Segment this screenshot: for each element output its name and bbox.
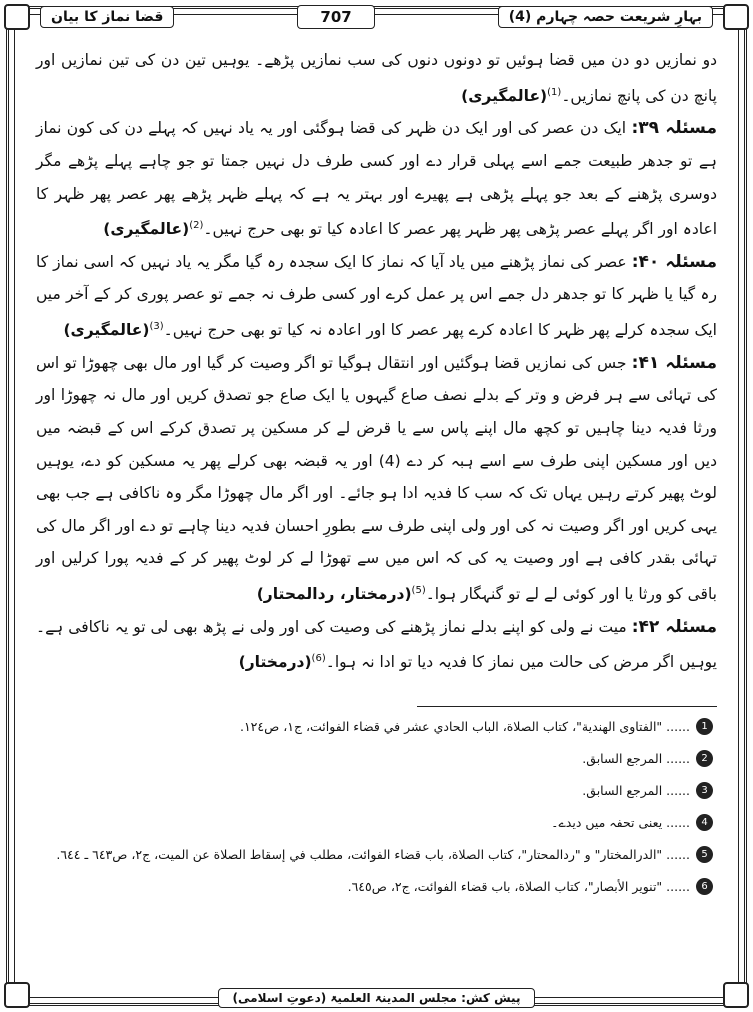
corner-ornament-icon [4, 4, 30, 30]
paragraph [36, 44, 717, 112]
paragraph-text: میت نے ولی کو اپنے بدلے نماز پڑھنے کی وصیت کی اور ولی نے پڑھ بھی لی تو یہ ناکافی ہے۔ یوہیں اگر مرض کی حالت میں نماز کا فدیہ دیا تو ادا نہ ہوا۔ [36, 617, 717, 672]
footnote [40, 876, 713, 898]
footnote-marker[interactable]: (1) [547, 86, 562, 98]
page-header [40, 4, 713, 30]
masala-heading: مسئلہ ۳۹: [631, 118, 717, 139]
footnote [40, 780, 713, 802]
footnote-number-icon: 3 [696, 782, 713, 799]
footnote-text: ...... "الدرالمختار" و "ردالمحتار"، كتاب الصلاة، باب قضاء الفوائت، مطلب في إسقاط الصلاة عن الميت، ج٢، ص٦٤٣ ـ ٦٤٤. [56, 847, 690, 862]
footnote-number-icon: 2 [696, 750, 713, 767]
masala-heading: مسئلہ ۴۲: [631, 616, 717, 637]
reference: (عالمگیری) [461, 86, 548, 105]
book-title: بہارِ شریعت حصہ چہارم (4) [498, 6, 713, 28]
footnote-marker[interactable]: (3) [149, 321, 164, 333]
footnote-number-icon: 5 [696, 846, 713, 863]
footnote-divider [417, 706, 717, 707]
footnote [40, 716, 713, 738]
footnote-text: ...... "الفتاوی الهندية"، كتاب الصلاة، الباب الحادي عشر في قضاء الفوائت، ج١، ص١٢٤. [239, 719, 690, 734]
reference: (عالمگیری) [63, 321, 150, 340]
footnote-marker[interactable]: (2) [189, 220, 204, 232]
footnote [40, 844, 713, 866]
footnotes [40, 716, 713, 908]
footnote-number-icon: 6 [696, 878, 713, 895]
page-footer [0, 988, 753, 1008]
paragraph-text: ایک دن عصر کی اور ایک دن ظہر کی قضا ہوگئی اور یہ یاد نہیں کہ پہلے دن کی کون نماز ہے تو جدھر طبیعت جمے اسے پہلی قرار دے اور کسی طرف دل نہیں جمتا تو جو چاہے پہلے پڑھے مگر دوسری پڑھنے کے بعد جو پہلے پڑھی ہے پھیرے اور بہتر یہ ہے کہ پہلے ظہر پڑھے پھر عصر پھر ظہر کا اعادہ اور اگر پہلے عصر پڑھی پھر ظہر پھر عصر کا اعادہ کیا تو بھی حرج نہیں۔ [36, 119, 717, 239]
masala-heading: مسئلہ ۴۱: [631, 352, 718, 373]
masala-paragraph [36, 112, 717, 246]
reference: (عالمگیری) [103, 220, 190, 239]
chapter-title: قضا نماز کا بیان [40, 6, 174, 28]
footnote-marker[interactable]: (5) [411, 584, 426, 596]
masala-paragraph [36, 246, 717, 347]
main-text [36, 44, 717, 679]
page-number: 707 [297, 5, 374, 29]
footnote-marker[interactable]: (6) [311, 653, 326, 665]
publisher-label: پیش کش: مجلس المدینۃ العلمیۃ (دعوتِ اسلامی) [218, 988, 536, 1008]
footnote-number-icon: 1 [696, 718, 713, 735]
footnote-text: ...... المرجع السابق. [582, 751, 690, 766]
paragraph-text: جس کی نمازیں قضا ہوگئیں اور انتقال ہوگیا تو اگر وصیت کر گیا اور مال بھی چھوڑا تو اس کی تہائی سے ہر فرض و وتر کے بدلے نصف صاع گیہوں یا ایک صاع جو تصدق کریں اور مال نہ چھوڑا اور ورثا فدیہ دینا چاہیں تو کچھ مال اپنے پاس سے یا قرض لے کر مسکین پر تصدق کرکے اس کے قبضہ میں دیں اور مسکین اپنی طرف سے اسے ہبہ کر دے (4) اور یہ قبضہ بھی کرلے پھر یہ مسکین کو دے، یوہیں لوٹ پھیر کرتے رہیں یہاں تک کہ سب کا فدیہ ادا ہو جائے۔ اور اگر مال چھوڑا مگر وہ ناکافی ہے جب بھی یہی کریں اور اگر وصیت نہ کی اور ولی اپنی طرف سے بطورِ احسان فدیہ دینا چاہے تو دے اور اگر مال کی تہائی بقدر کافی ہے اور وصیت یہ کی کہ اس میں سے تھوڑا لے کر لوٹ پھیر کر کے فدیہ پورا کرلیں اور باقی کو ورثا یا اور کوئی لے لے تو گنہگار ہوا۔ [36, 353, 717, 604]
footnote-number-icon: 4 [696, 814, 713, 831]
footnote-text: ...... یعنی تحفہ میں دیدے۔ [551, 815, 690, 830]
reference: (درمختار، ردالمحتار) [256, 585, 412, 604]
paragraph-text: دو نمازیں دو دن میں قضا ہوئیں تو دونوں دنوں کی سب نمازیں پڑھے۔ یوہیں تین دن کی تین نمازیں اور پانچ دن کی پانچ نمازیں۔ [36, 51, 717, 105]
masala-heading: مسئلہ ۴۰: [631, 251, 717, 272]
masala-paragraph [36, 347, 717, 611]
paragraph-text: عصر کی نماز پڑھنے میں یاد آیا کہ نماز کا ایک سجدہ رہ گیا مگر یہ یاد نہیں کہ اسی نماز کا رہ گیا یا ظہر کا تو جدھر دل جمے اس پر عمل کرے اور کسی طرف نہ جمے تو عصر پوری کر کے آخر میں ایک سجدہ کرلے پھر ظہر کا اعادہ کرے پھر عصر کا اور اعادہ نہ کیا تو بھی حرج نہیں۔ [36, 252, 717, 340]
reference: (درمختار) [238, 653, 312, 672]
footnote-text: ...... "تنوير الأبصار"، كتاب الصلاة، باب قضاء الفوائت، ج٢، ص٦٤٥. [347, 879, 690, 894]
footnote [40, 812, 713, 834]
footnote [40, 748, 713, 770]
masala-paragraph [36, 611, 717, 679]
corner-ornament-icon [723, 4, 749, 30]
footnote-text: ...... المرجع السابق. [582, 783, 690, 798]
